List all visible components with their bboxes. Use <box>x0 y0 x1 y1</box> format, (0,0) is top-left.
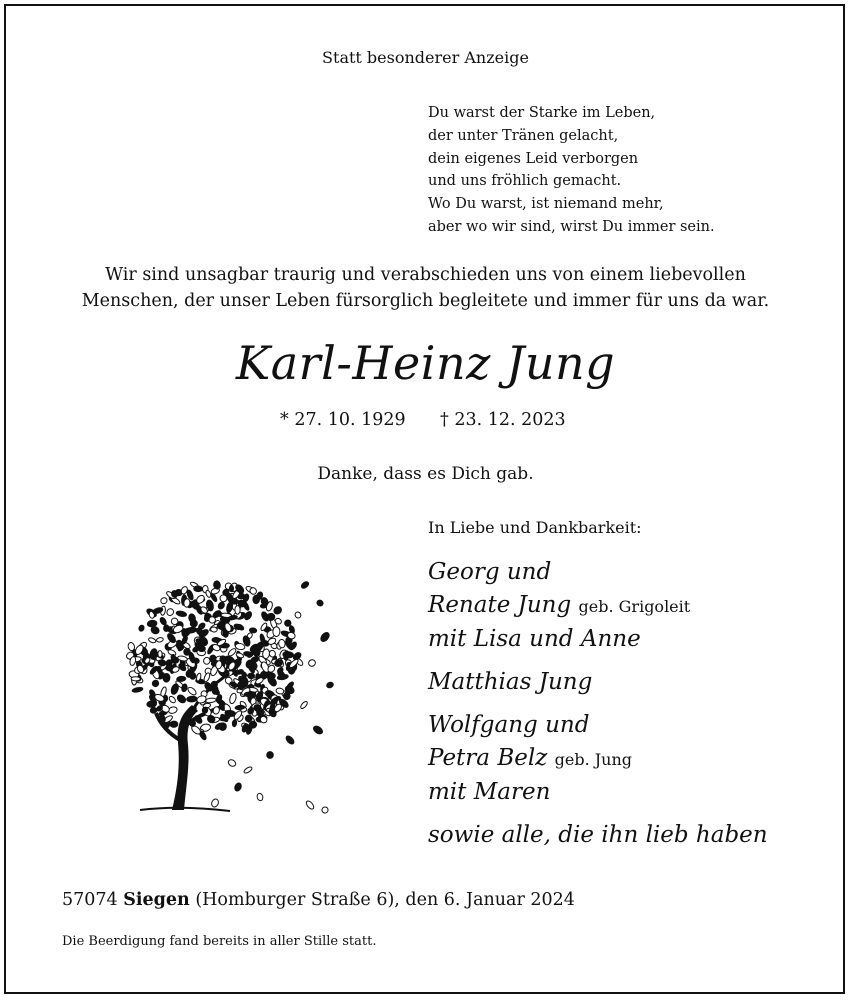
mourner-name: Renate Jung <box>428 592 572 618</box>
poem-line: Du warst der Starke im Leben, <box>428 105 656 121</box>
poem <box>428 102 715 239</box>
mourner-line: mit Maren <box>428 779 551 805</box>
mourner-group <box>428 819 768 852</box>
location-date <box>62 890 575 910</box>
mourner-line: mit Lisa und Anne <box>428 626 641 652</box>
thanks-line: Danke, dass es Dich gab. <box>317 464 534 484</box>
poem-line: aber wo wir sind, wirst Du immer sein. <box>428 218 715 235</box>
mourners-list <box>428 556 768 852</box>
mourner-group <box>428 709 768 809</box>
death-date: † 23. 12. 2023 <box>440 410 566 430</box>
poem-line: der unter Tränen gelacht, <box>428 127 619 144</box>
mourner-line <box>428 589 768 623</box>
mourner-group <box>428 556 768 656</box>
intro-text <box>0 262 851 314</box>
mourner-line: Georg und <box>428 559 552 585</box>
mourners-intro: In Liebe und Dankbarkeit: <box>428 518 642 537</box>
intro-line-1: Wir sind unsagbar traurig und verabschieden uns von einem liebevollen <box>105 265 746 285</box>
ad-heading: Statt besonderer Anzeige <box>322 48 529 67</box>
intro-line-2: Menschen, der unser Leben fürsorglich begleitete und immer für uns da war. <box>81 291 770 311</box>
funeral-note: Die Beerdigung fand bereits in aller Stille statt. <box>62 934 377 949</box>
birth-date: * 27. 10. 1929 <box>280 410 406 430</box>
maiden-name: geb. Jung <box>554 750 633 769</box>
poem-line: und uns fröhlich gemacht. <box>428 173 622 190</box>
mourner-line <box>428 742 768 776</box>
deceased-name: Karl-Heinz Jung <box>235 336 616 390</box>
address-date: (Homburger Straße 6), den 6. Januar 2024 <box>195 890 575 910</box>
city: Siegen <box>123 890 190 910</box>
postcode: 57074 <box>62 890 118 910</box>
mourner-line: Matthias Jung <box>428 669 593 695</box>
poem-line: Wo Du warst, ist niemand mehr, <box>428 196 664 213</box>
mourner-line: Wolfgang und <box>428 712 590 738</box>
maiden-name: geb. Grigoleit <box>578 597 691 616</box>
mourner-group <box>428 666 768 699</box>
mourner-line: sowie alle, die ihn lieb haben <box>428 822 768 848</box>
mourner-name: Petra Belz <box>428 745 548 771</box>
tree-icon <box>120 565 340 829</box>
poem-line: dein eigenes Leid verborgen <box>428 150 639 167</box>
